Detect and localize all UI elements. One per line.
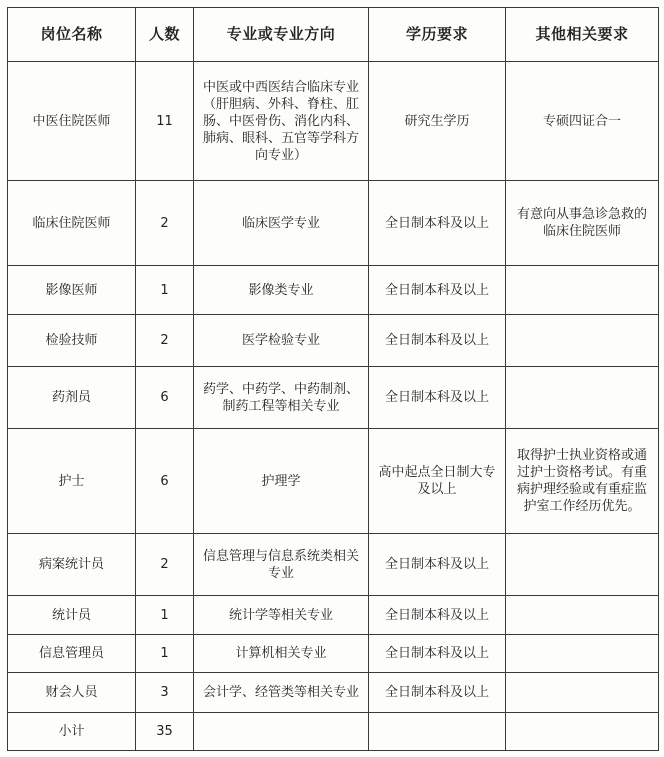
cell-position: 信息管理员 xyxy=(8,635,136,673)
table-row xyxy=(8,635,659,673)
cell-count: 6 xyxy=(136,367,194,429)
cell-education: 全日制本科及以上 xyxy=(369,534,506,596)
cell-position: 检验技师 xyxy=(8,315,136,367)
cell-count: 3 xyxy=(136,673,194,713)
cell-major: 临床医学专业 xyxy=(194,181,369,266)
table-row xyxy=(8,315,659,367)
header-major: 专业或专业方向 xyxy=(194,8,369,62)
cell-other: 取得护士执业资格或通过护士资格考试。有重病护理经验或有重症监护室工作经历优先。 xyxy=(506,429,659,534)
cell-major: 信息管理与信息系统类相关专业 xyxy=(194,534,369,596)
cell-other xyxy=(506,534,659,596)
cell-other xyxy=(506,635,659,673)
cell-other xyxy=(506,673,659,713)
cell-other xyxy=(506,315,659,367)
cell-count: 1 xyxy=(136,266,194,315)
cell-count: 1 xyxy=(136,635,194,673)
header-position: 岗位名称 xyxy=(8,8,136,62)
cell-education: 全日制本科及以上 xyxy=(369,266,506,315)
table-row xyxy=(8,367,659,429)
cell-major: 会计学、经管类等相关专业 xyxy=(194,673,369,713)
cell-count: 2 xyxy=(136,181,194,266)
subtotal-row xyxy=(8,713,659,751)
subtotal-label: 小计 xyxy=(8,713,136,751)
header-count: 人数 xyxy=(136,8,194,62)
cell-major: 护理学 xyxy=(194,429,369,534)
subtotal-count: 35 xyxy=(136,713,194,751)
table-row xyxy=(8,534,659,596)
cell-education: 研究生学历 xyxy=(369,62,506,181)
subtotal-empty-education xyxy=(369,713,506,751)
cell-position: 病案统计员 xyxy=(8,534,136,596)
recruitment-table xyxy=(7,7,659,751)
cell-position: 统计员 xyxy=(8,596,136,635)
cell-major: 中医或中西医结合临床专业（肝胆病、外科、脊柱、肛肠、中医骨伤、消化内科、肺病、眼科、五官等学科方向专业） xyxy=(194,62,369,181)
cell-major: 影像类专业 xyxy=(194,266,369,315)
cell-education: 全日制本科及以上 xyxy=(369,673,506,713)
cell-major: 统计学等相关专业 xyxy=(194,596,369,635)
cell-education: 全日制本科及以上 xyxy=(369,315,506,367)
cell-other xyxy=(506,596,659,635)
cell-other xyxy=(506,266,659,315)
table-row xyxy=(8,673,659,713)
cell-position: 临床住院医师 xyxy=(8,181,136,266)
cell-education: 高中起点全日制大专及以上 xyxy=(369,429,506,534)
cell-major: 计算机相关专业 xyxy=(194,635,369,673)
cell-major: 药学、中药学、中药制剂、制药工程等相关专业 xyxy=(194,367,369,429)
cell-count: 11 xyxy=(136,62,194,181)
cell-count: 2 xyxy=(136,534,194,596)
cell-major: 医学检验专业 xyxy=(194,315,369,367)
cell-other: 专硕四证合一 xyxy=(506,62,659,181)
subtotal-empty-other xyxy=(506,713,659,751)
table-row xyxy=(8,266,659,315)
cell-count: 6 xyxy=(136,429,194,534)
table-row xyxy=(8,62,659,181)
table-row xyxy=(8,181,659,266)
header-education: 学历要求 xyxy=(369,8,506,62)
cell-education: 全日制本科及以上 xyxy=(369,367,506,429)
cell-position: 影像医师 xyxy=(8,266,136,315)
cell-education: 全日制本科及以上 xyxy=(369,635,506,673)
table-row xyxy=(8,429,659,534)
table-row xyxy=(8,596,659,635)
cell-education: 全日制本科及以上 xyxy=(369,181,506,266)
cell-position: 药剂员 xyxy=(8,367,136,429)
cell-count: 1 xyxy=(136,596,194,635)
cell-position: 中医住院医师 xyxy=(8,62,136,181)
subtotal-empty-major xyxy=(194,713,369,751)
header-other: 其他相关要求 xyxy=(506,8,659,62)
cell-other: 有意向从事急诊急救的临床住院医师 xyxy=(506,181,659,266)
cell-position: 护士 xyxy=(8,429,136,534)
cell-position: 财会人员 xyxy=(8,673,136,713)
cell-count: 2 xyxy=(136,315,194,367)
cell-other xyxy=(506,367,659,429)
cell-education: 全日制本科及以上 xyxy=(369,596,506,635)
header-row xyxy=(8,8,659,62)
